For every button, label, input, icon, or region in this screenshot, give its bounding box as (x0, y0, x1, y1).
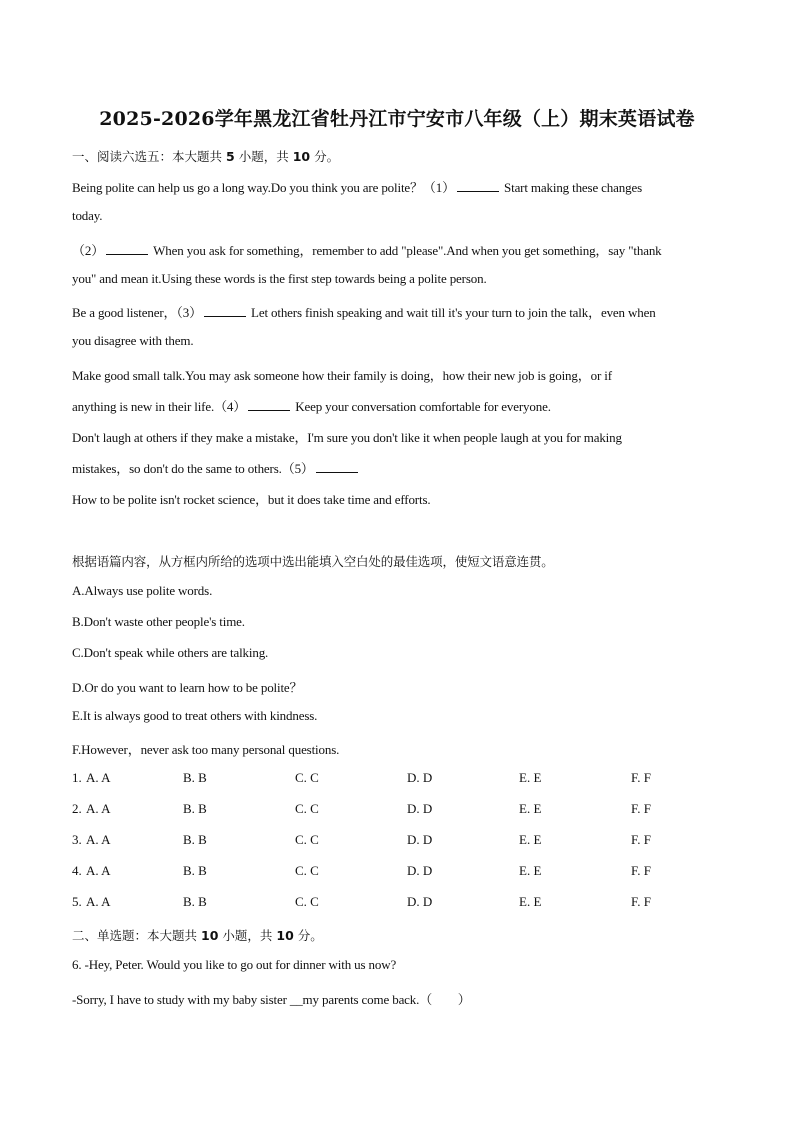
passage-line-1: Being polite can help us go a long way.Do you think you are polite？（1） Start making these changes (72, 180, 642, 195)
option-f[interactable]: F. F (631, 770, 651, 785)
option-c[interactable]: C. C (295, 801, 319, 816)
choice-e: E.It is always good to treat others with kindness. (72, 708, 318, 723)
option-f[interactable]: F. F (631, 832, 651, 847)
option-d[interactable]: D. D (407, 832, 433, 847)
question-6-line-1: 6. -Hey, Peter. Would you like to go out for dinner with us now? (72, 957, 397, 972)
page-title: 2025-2026学年黑龙江省牡丹江市宁安市八年级（上）期末英语试卷 (99, 108, 695, 130)
option-c[interactable]: C. C (295, 863, 319, 878)
option-e[interactable]: E. E (519, 863, 542, 878)
choice-f: F.However，never ask too many personal questions. (72, 742, 340, 757)
passage-line-4: you" and mean it.Using these words is the first step towards being a polite person. (72, 271, 487, 286)
option-f[interactable]: F. F (631, 801, 651, 816)
option-a[interactable]: A. A (86, 801, 111, 816)
section-2-heading: 二、单选题：本大题共 10 小题，共 10 分。 (72, 928, 323, 943)
option-c[interactable]: C. C (295, 770, 319, 785)
option-a[interactable]: A. A (86, 832, 111, 847)
blank-3 (204, 315, 246, 317)
option-a[interactable]: A. A (86, 894, 111, 909)
passage-line-9: Don't laugh at others if they make a mistake，I'm sure you don't like it when people laugh at you for making (72, 430, 622, 445)
passage-line-11: How to be polite isn't rocket science，but it does take time and efforts. (72, 492, 431, 507)
option-row-2 (72, 801, 722, 819)
option-row-5 (72, 894, 722, 912)
choice-c: C.Don't speak while others are talking. (72, 645, 269, 660)
choice-b: B.Don't waste other people's time. (72, 614, 245, 629)
section-1-heading: 一、阅读六选五：本大题共 5 小题，共 10 分。 (72, 149, 340, 164)
option-f[interactable]: F. F (631, 894, 651, 909)
question-number: 2. (72, 801, 82, 816)
option-d[interactable]: D. D (407, 770, 433, 785)
option-d[interactable]: D. D (407, 801, 433, 816)
passage-line-2: today. (72, 208, 103, 223)
option-d[interactable]: D. D (407, 894, 433, 909)
question-number: 5. (72, 894, 82, 909)
passage-line-10: mistakes，so don't do the same to others.（5） (72, 458, 722, 477)
option-e[interactable]: E. E (519, 832, 542, 847)
instruction-text: 根据语篇内容，从方框内所给的选项中选出能填入空白处的最佳选项，使短文语意连贯。 (72, 554, 554, 569)
option-row-3 (72, 832, 722, 850)
option-row-4 (72, 863, 722, 881)
option-a[interactable]: A. A (86, 863, 111, 878)
passage-line-5: Be a good listener，（3） Let others finish speaking and wait till it's your turn to join the talk，even when (72, 305, 656, 320)
option-f[interactable]: F. F (631, 863, 651, 878)
option-b[interactable]: B. B (183, 770, 207, 785)
question-number: 1. (72, 770, 82, 785)
option-e[interactable]: E. E (519, 770, 542, 785)
choice-d: D.Or do you want to learn how to be polite？ (72, 680, 303, 695)
blank-1 (457, 190, 499, 192)
option-b[interactable]: B. B (183, 801, 207, 816)
passage-line-6: you disagree with them. (72, 333, 194, 348)
option-a[interactable]: A. A (86, 770, 111, 785)
question-number: 3. (72, 832, 82, 847)
choice-a: A.Always use polite words. (72, 583, 213, 598)
option-c[interactable]: C. C (295, 894, 319, 909)
passage-line-7: Make good small talk.You may ask someone how their family is doing，how their new job is going，or if (72, 368, 612, 383)
blank-4 (248, 409, 290, 411)
question-6-line-2: -Sorry, I have to study with my baby sister __my parents come back.（ ） (72, 992, 471, 1007)
passage-line-8: anything is new in their life.（4） Keep your conversation comfortable for everyone. (72, 399, 551, 414)
option-b[interactable]: B. B (183, 863, 207, 878)
option-b[interactable]: B. B (183, 894, 207, 909)
blank-2 (106, 253, 148, 255)
option-b[interactable]: B. B (183, 832, 207, 847)
option-row-1 (72, 770, 722, 788)
option-e[interactable]: E. E (519, 894, 542, 909)
passage-line-3: （2） When you ask for something，remember to add "please".And when you get something，say "thank (72, 243, 662, 258)
option-d[interactable]: D. D (407, 863, 433, 878)
option-e[interactable]: E. E (519, 801, 542, 816)
blank-5 (316, 471, 358, 473)
option-c[interactable]: C. C (295, 832, 319, 847)
question-number: 4. (72, 863, 82, 878)
